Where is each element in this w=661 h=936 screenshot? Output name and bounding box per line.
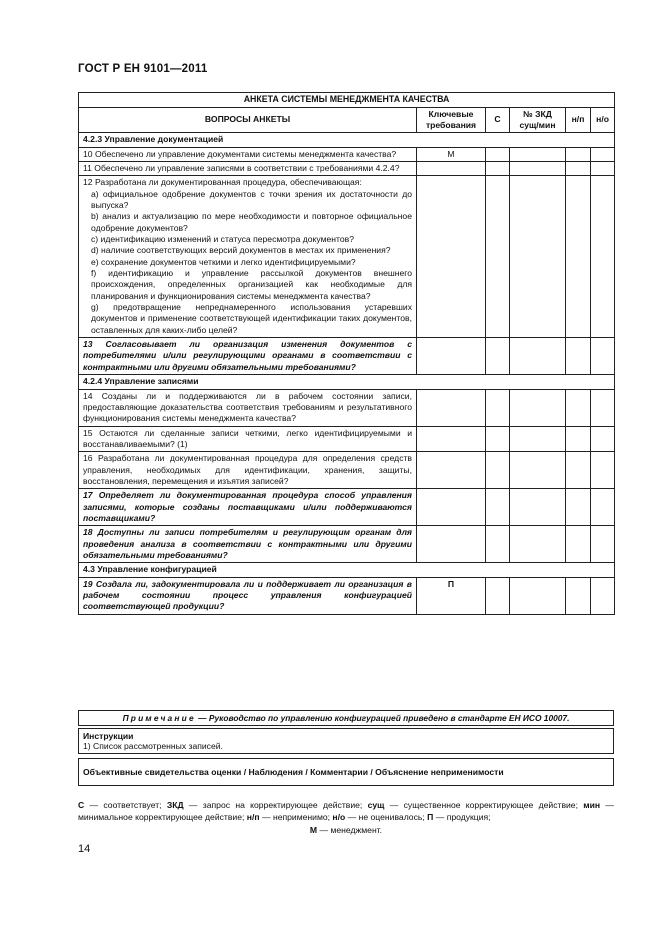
section-row xyxy=(79,563,615,577)
section-title-423: 4.2.3 Управление документацией xyxy=(79,133,615,147)
cell-key xyxy=(417,526,486,563)
legend-abbr: С xyxy=(78,800,85,810)
cell-c[interactable] xyxy=(486,489,510,526)
question-18: 18 Доступны ли записи потребителям и регулирующим органам для проведения анализа в соответствии с контрактными или другими обязательными требованиями? xyxy=(79,526,417,563)
col-no: н/о xyxy=(591,107,615,133)
table-row xyxy=(79,147,615,161)
col-np: н/п xyxy=(566,107,591,133)
cell-key xyxy=(417,389,486,426)
legend-text: — запрос на корректирующее действие; xyxy=(183,800,368,810)
cell-key xyxy=(417,426,486,452)
cell-no[interactable] xyxy=(591,577,615,614)
legend-line-1 xyxy=(78,799,614,824)
legend-text: — продукция; xyxy=(433,812,491,823)
cell-no[interactable] xyxy=(591,526,615,563)
question-19: 19 Создала ли, задокументировала ли и поддерживает ли организация в рабочем состоянии процесс управления конфигурацией соответствующей продукции? xyxy=(79,577,417,614)
col-questions: ВОПРОСЫ АНКЕТЫ xyxy=(79,107,417,133)
cell-c[interactable] xyxy=(486,452,510,489)
cell-zkd[interactable] xyxy=(510,338,566,375)
question-12-c: c) идентификацию изменений и статуса пересмотра документов? xyxy=(91,234,354,245)
cell-key xyxy=(417,338,486,375)
cell-np[interactable] xyxy=(566,338,591,375)
legend-abbr: М xyxy=(309,824,318,835)
cell-np[interactable] xyxy=(566,577,591,614)
cell-no[interactable] xyxy=(591,452,615,489)
cell-zkd[interactable] xyxy=(510,426,566,452)
question-13: 13 Согласовывает ли организация изменения документов с потребителями и/или регулирующими органами в соответствии с контрактными или другими обязательными требованиями? xyxy=(79,338,417,375)
cell-np[interactable] xyxy=(566,489,591,526)
section-title-43: 4.3 Управление конфигурацией xyxy=(79,563,615,577)
table-title: АНКЕТА СИСТЕМЫ МЕНЕДЖМЕНТА КАЧЕСТВА xyxy=(79,93,615,108)
table-row xyxy=(79,452,615,489)
cell-no[interactable] xyxy=(591,426,615,452)
cell-c[interactable] xyxy=(486,161,510,175)
question-14: 14 Созданы ли и поддерживаются ли в рабочем состоянии записи, предоставляющие доказательства соответствия требованиям и результативного функционирования системы менеджмента качества? xyxy=(79,389,417,426)
questionnaire-table xyxy=(78,92,615,615)
cell-no[interactable] xyxy=(591,161,615,175)
cell-c[interactable] xyxy=(486,176,510,338)
cell-c[interactable] xyxy=(486,577,510,614)
cell-c[interactable] xyxy=(486,389,510,426)
question-12-g: g) предотвращение непреднамеренного использования устаревших документов и применение соответствующей идентификации таких документов, оставленных для каких-либо целей? xyxy=(91,302,412,335)
cell-no[interactable] xyxy=(591,147,615,161)
legend-text: — существенное корректирующее действие; xyxy=(384,800,584,810)
table-row xyxy=(79,577,615,614)
cell-c[interactable] xyxy=(486,338,510,375)
table-row xyxy=(79,389,615,426)
legend-text: — минимальное корректирующее действие; xyxy=(78,800,615,823)
note-cell xyxy=(79,711,614,726)
cell-key xyxy=(417,489,486,526)
col-key-requirements: Ключевые требования xyxy=(417,107,486,133)
cell-np[interactable] xyxy=(566,147,591,161)
note-box xyxy=(78,710,614,726)
section-row xyxy=(79,375,615,389)
question-12-f: f) идентификацию и управление рассылкой документов внешнего происхождения, определенных организацией как необходимые для планирования и функционирования системы менеджмента качества? xyxy=(91,268,412,301)
objective-evidence-title[interactable]: Объективные свидетельства оценки / Наблюдения / Комментарии / Объяснение неприменимости xyxy=(79,759,614,786)
key-requirement-10: М xyxy=(417,147,486,161)
cell-no[interactable] xyxy=(591,489,615,526)
cell-zkd[interactable] xyxy=(510,452,566,489)
question-16: 16 Разработана ли документированная процедура для определения средств управления, необходимых для идентификации, хранения, защиты, восстановления, перемещения и изъятия записей? xyxy=(79,452,417,489)
legend-abbr: ЗКД xyxy=(166,800,184,810)
cell-no[interactable] xyxy=(591,338,615,375)
cell-zkd[interactable] xyxy=(510,161,566,175)
legend-text: — соответствует; xyxy=(84,800,167,810)
table-row xyxy=(79,338,615,375)
table-row xyxy=(79,161,615,175)
legend-abbr: н/о xyxy=(332,812,346,823)
table-title-row xyxy=(79,93,615,108)
page-number: 14 xyxy=(78,843,91,855)
col-zkd: № ЗКД сущ/мин xyxy=(510,107,566,133)
instructions-box xyxy=(78,728,614,754)
document-header: ГОСТ Р ЕН 9101—2011 xyxy=(78,63,208,75)
cell-zkd[interactable] xyxy=(510,526,566,563)
key-requirement-19: П xyxy=(417,577,486,614)
col-c: С xyxy=(486,107,510,133)
question-12-e: e) сохранение документов четкими и легко идентифицируемыми? xyxy=(91,256,356,267)
legend-abbr: П xyxy=(427,812,434,823)
table-header-row xyxy=(79,107,615,133)
legend-abbr: сущ xyxy=(367,800,385,810)
legend-text: — неприменимо; xyxy=(259,812,333,823)
table-row xyxy=(79,489,615,526)
cell-no[interactable] xyxy=(591,389,615,426)
instructions-cell xyxy=(79,729,614,754)
legend-abbr: мин xyxy=(583,800,601,810)
question-11: 11 Обеспечено ли управление записями в соответствии с требованиями 4.2.4? xyxy=(79,161,417,175)
table-row xyxy=(79,426,615,452)
cell-np[interactable] xyxy=(566,452,591,489)
legend xyxy=(78,799,614,836)
cell-zkd[interactable] xyxy=(510,147,566,161)
question-12-b: b) анализ и актуализацию по мере необходимости и повторное официальное одобрение документов? xyxy=(91,211,412,233)
cell-zkd[interactable] xyxy=(510,389,566,426)
cell-np[interactable] xyxy=(566,526,591,563)
question-12-d: d) наличие соответствующих версий документов в местах их применения? xyxy=(91,245,391,256)
cell-np[interactable] xyxy=(566,176,591,338)
note-label: Примечание xyxy=(122,713,196,723)
objective-evidence-box xyxy=(78,758,614,786)
table-row xyxy=(79,176,615,338)
question-15: 15 Остаются ли сделанные записи четкими, легко идентифицируемыми и восстанавливаемыми? (1) xyxy=(79,426,417,452)
cell-zkd[interactable] xyxy=(510,176,566,338)
cell-key xyxy=(417,452,486,489)
table-row xyxy=(79,526,615,563)
cell-zkd[interactable] xyxy=(510,489,566,526)
question-10: 10 Обеспечено ли управление документами системы менеджмента качества? xyxy=(79,147,417,161)
section-title-424: 4.2.4 Управление записями xyxy=(79,375,615,389)
note-text: — Руководство по управлению конфигурацией приведено в стандарте ЕН ИСО 10007. xyxy=(195,713,570,723)
cell-np[interactable] xyxy=(566,161,591,175)
cell-c[interactable] xyxy=(486,147,510,161)
instructions-item: 1) Список рассмотренных записей. xyxy=(83,741,223,751)
legend-line-2 xyxy=(78,824,614,836)
question-12 xyxy=(79,176,417,338)
question-12-a: a) официальное одобрение документов с точки зрения их достаточности до выпуска? xyxy=(91,188,412,211)
cell-key xyxy=(417,176,486,338)
cell-np[interactable] xyxy=(566,389,591,426)
legend-text: — менеджмент. xyxy=(317,824,383,835)
question-17: 17 Определяет ли документированная процедура способ управления записями, которые созданы поставщиками и/или поддерживаются поставщиками? xyxy=(79,489,417,526)
cell-c[interactable] xyxy=(486,526,510,563)
cell-key xyxy=(417,161,486,175)
cell-np[interactable] xyxy=(566,426,591,452)
section-row xyxy=(79,133,615,147)
legend-abbr: н/п xyxy=(246,812,260,823)
instructions-title: Инструкции xyxy=(83,731,134,741)
cell-no[interactable] xyxy=(591,176,615,338)
cell-zkd[interactable] xyxy=(510,577,566,614)
question-12-intro: 12 Разработана ли документированная процедура, обеспечивающая: xyxy=(83,177,362,188)
cell-c[interactable] xyxy=(486,426,510,452)
legend-text: — не оценивалось; xyxy=(345,812,428,823)
